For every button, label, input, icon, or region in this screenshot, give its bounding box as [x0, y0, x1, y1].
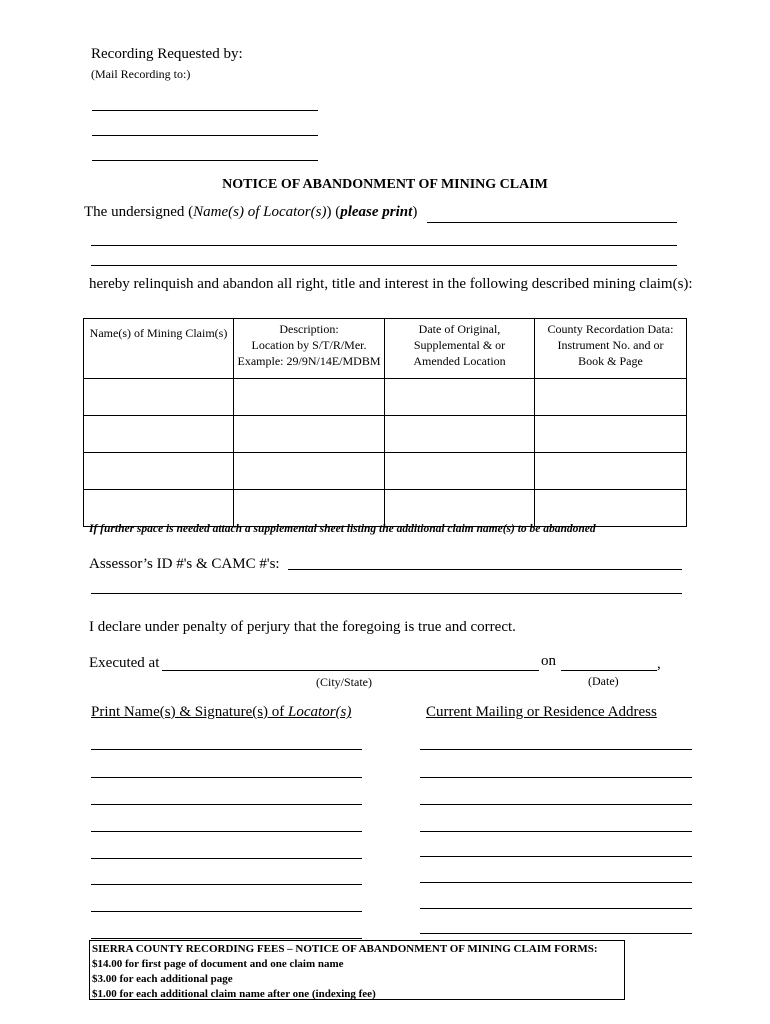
signature-line[interactable]	[91, 804, 362, 805]
claims-table-header-row	[84, 319, 687, 379]
date-comma: ,	[657, 656, 661, 672]
recording-fees-box	[89, 940, 625, 1000]
signature-line[interactable]	[91, 858, 362, 859]
signature-line[interactable]	[91, 911, 362, 912]
signature-line[interactable]	[91, 831, 362, 832]
please-print-hint: please print	[340, 204, 413, 220]
perjury-declaration: I declare under penalty of perjury that the foregoing is true and correct.	[89, 619, 516, 635]
address-line[interactable]	[420, 933, 692, 934]
address-line[interactable]	[420, 749, 692, 750]
address-line[interactable]	[420, 804, 692, 805]
claim-name-cell[interactable]	[84, 416, 234, 453]
location-date-cell[interactable]	[385, 416, 535, 453]
header-recordation-line-3: Book & Page	[578, 354, 643, 368]
address-heading: Current Mailing or Residence Address	[426, 704, 657, 720]
assessor-line-2[interactable]	[91, 593, 682, 594]
signature-line[interactable]	[91, 938, 362, 939]
table-row	[84, 490, 687, 527]
description-cell[interactable]	[234, 379, 385, 416]
recordation-cell[interactable]	[535, 416, 687, 453]
claim-name-cell[interactable]	[84, 490, 234, 527]
fee-line-additional-page: $3.00 for each additional page	[92, 973, 233, 985]
fee-line-first-page: $14.00 for first page of document and one claim name	[92, 958, 344, 970]
description-cell[interactable]	[234, 416, 385, 453]
claim-name-cell[interactable]	[84, 379, 234, 416]
mail-to-line-1[interactable]	[92, 110, 318, 111]
address-line[interactable]	[420, 831, 692, 832]
address-line[interactable]	[420, 908, 692, 909]
signature-line[interactable]	[91, 749, 362, 750]
claims-table	[83, 318, 687, 527]
header-claim-names-text: Name(s) of Mining Claim(s)	[89, 326, 228, 340]
location-date-cell[interactable]	[385, 490, 535, 527]
locator-name-line-2[interactable]	[91, 245, 677, 246]
supplemental-note: If further space is needed attach a supplemental sheet listing the additional claim name(s) to be abandoned	[89, 523, 596, 535]
header-description-line-3: Example: 29/9N/14E/MDBM	[237, 354, 381, 368]
location-date-cell[interactable]	[385, 453, 535, 490]
signature-line[interactable]	[91, 884, 362, 885]
executed-at-label: Executed at	[89, 655, 160, 671]
locator-name-line-1[interactable]	[427, 222, 677, 223]
locator-name-line-3[interactable]	[91, 265, 677, 266]
mail-recording-label: (Mail Recording to:)	[91, 67, 191, 81]
table-row	[84, 453, 687, 490]
table-row	[84, 379, 687, 416]
mail-to-line-3[interactable]	[92, 160, 318, 161]
header-date-line-2: Supplemental & or	[413, 338, 506, 352]
address-line[interactable]	[420, 856, 692, 857]
mail-to-line-2[interactable]	[92, 135, 318, 136]
signature-heading-locators: Locator(s)	[288, 704, 352, 720]
assessor-line-1[interactable]	[288, 569, 682, 570]
document-title: NOTICE OF ABANDONMENT OF MINING CLAIM	[222, 177, 548, 192]
undersigned-mid: ) (	[326, 204, 341, 220]
recording-requested-label: Recording Requested by:	[91, 46, 243, 62]
header-description	[234, 319, 385, 379]
table-row	[84, 416, 687, 453]
signature-heading	[91, 704, 351, 721]
fee-line-additional-claim: $1.00 for each additional claim name after one (indexing fee)	[92, 988, 376, 1000]
date-caption: (Date)	[588, 674, 619, 688]
header-recordation-line-1: County Recordation Data:	[547, 322, 674, 336]
undersigned-names-hint: Name(s) of Locator(s)	[193, 204, 327, 220]
signature-line[interactable]	[91, 777, 362, 778]
fees-title: SIERRA COUNTY RECORDING FEES – NOTICE OF ABANDONMENT OF MINING CLAIM FORMS:	[92, 943, 598, 955]
on-label: on	[541, 653, 556, 669]
city-state-caption: (City/State)	[316, 675, 372, 689]
address-line[interactable]	[420, 882, 692, 883]
description-cell[interactable]	[234, 453, 385, 490]
undersigned-prefix: The undersigned (	[84, 204, 194, 220]
header-location-date	[385, 319, 535, 379]
assessor-label: Assessor’s ID #'s & CAMC #'s:	[89, 556, 280, 572]
address-line[interactable]	[420, 777, 692, 778]
city-state-line[interactable]	[162, 670, 539, 671]
header-date-line-3: Amended Location	[413, 354, 506, 368]
claim-name-cell[interactable]	[84, 453, 234, 490]
header-date-line-1: Date of Original,	[418, 322, 501, 336]
header-recordation-line-2: Instrument No. and or	[557, 338, 664, 352]
location-date-cell[interactable]	[385, 379, 535, 416]
undersigned-suffix: )	[412, 204, 418, 220]
undersigned-label	[84, 204, 417, 221]
header-description-line-2: Location by S/T/R/Mer.	[251, 338, 367, 352]
signature-heading-text: Print Name(s) & Signature(s) of	[91, 704, 289, 720]
relinquish-statement: hereby relinquish and abandon all right, title and interest in the following described mining claim(s):	[89, 276, 693, 292]
description-cell[interactable]	[234, 490, 385, 527]
recordation-cell[interactable]	[535, 453, 687, 490]
date-line[interactable]	[561, 670, 657, 671]
header-claim-names	[84, 319, 234, 379]
recordation-cell[interactable]	[535, 379, 687, 416]
header-description-line-1: Description:	[279, 322, 339, 336]
recordation-cell[interactable]	[535, 490, 687, 527]
header-recordation-data	[535, 319, 687, 379]
